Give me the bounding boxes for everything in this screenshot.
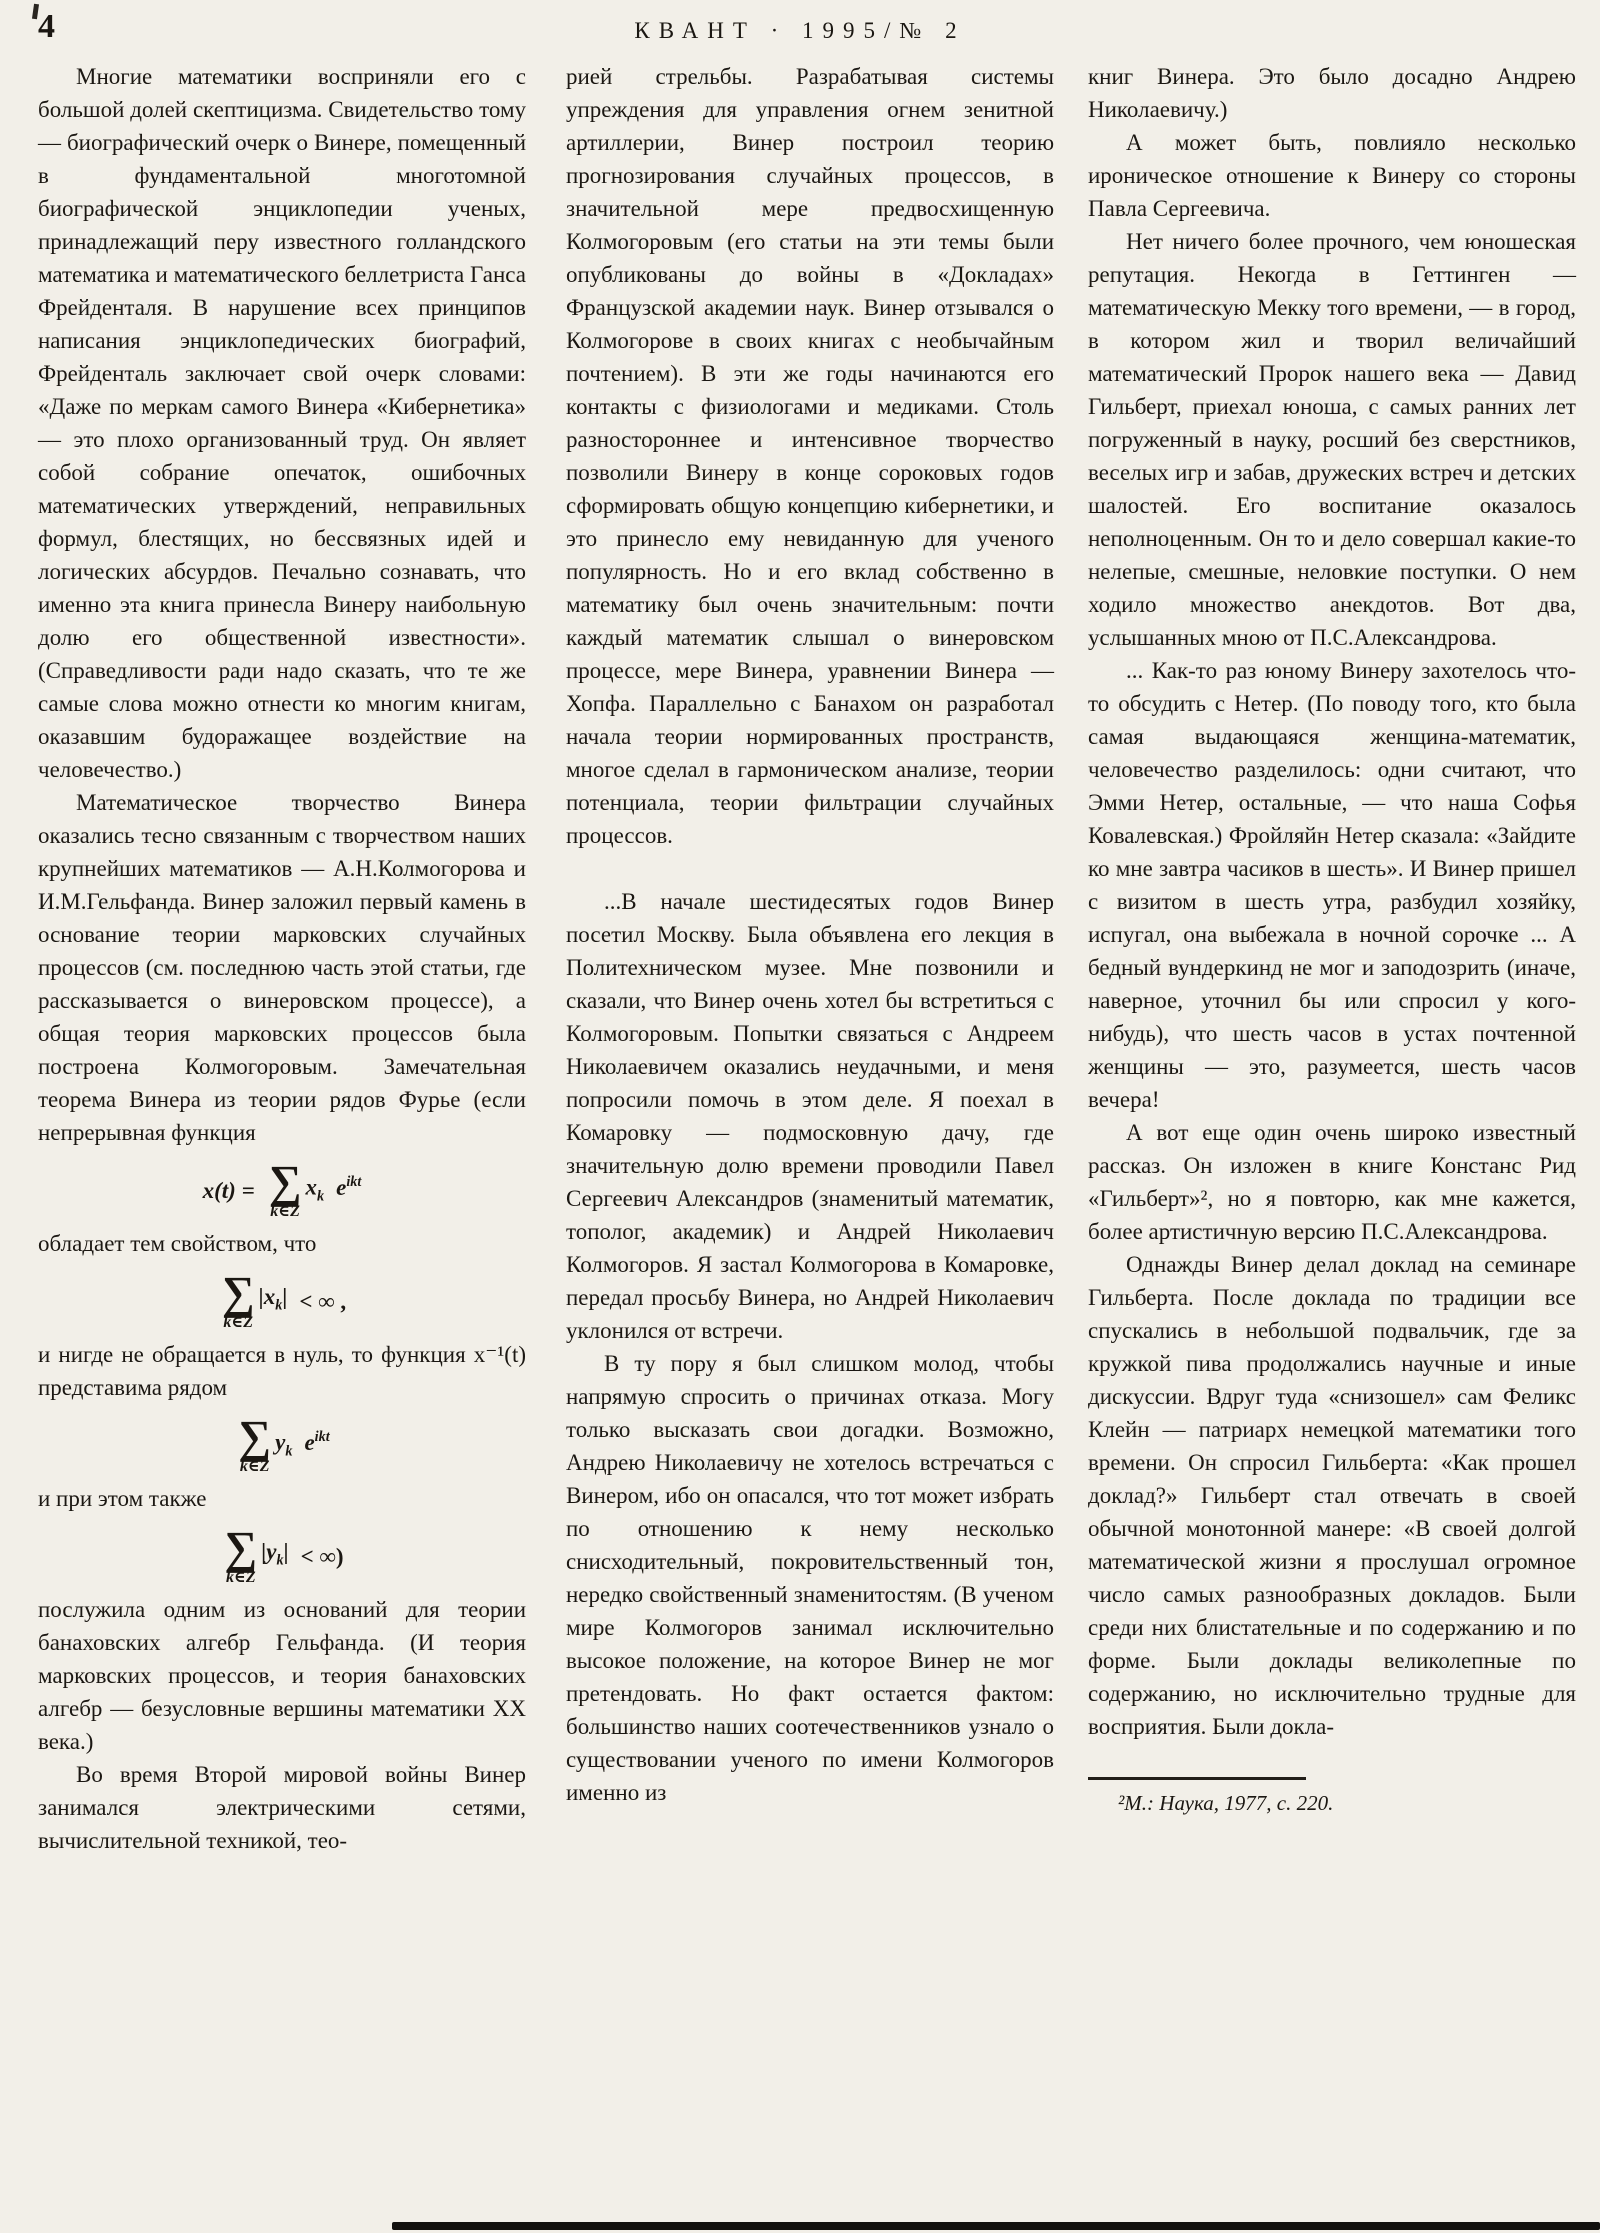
- column-left: [38, 60, 526, 1857]
- formula-term: $y_k$ $e^{ikt}$: [275, 1429, 330, 1460]
- paragraph: Однажды Винер делал доклад на семинаре Гильберта. После доклада по традиции все спускались в небольшой подвальчик, где за кружкой пива продолжались научные и иные дискуссии. Вдруг туда «снизошел» сам Феликс Клейн — патриарх немецкой математики того времени. Он спросил Гильберта: «Как прошел доклад?» Гильберт стал отвечать в своей обычной монотонной манере: «В своей долгой математической жизни я прослушал огромное число самых разнообразных докладов. Были среди них блистательные и по содержанию и по форме. Были доклады великолепные по содержанию, но исключительно трудные для восприятия. Были докла-: [1088, 1252, 1576, 1739]
- paragraph: В ту пору я был слишком молод, чтобы напрямую спросить о причинах отказа. Могу только высказать свои догадки. Возможно, Андрею Николаевичу не хотелось встречаться с Винером, ибо он опасался, что тот может избрать по отношению к нему несколько снисходительный, покровительственный тон, нередко свойственный знаменитостям. (В ученом мире Колмогоров занимал исключительно высокое положение, на которое Винер не мог претендовать. Но факт остается фактом: большинство наших соотечественников узнало о существовании ученого по имени Колмогоров именно из: [566, 1351, 1054, 1805]
- paragraph: ...В начале шестидесятых годов Винер посетил Москву. Была объявлена его лекция в Политехническом музее. Мне позвонили и сказали, что Винер очень хотел бы встретиться с Колмогоровым. Попытки связаться с Андреем Николаевичем оказались неудачными, и меня попросили помочь в этом деле. Я поехал в Комаровку — подмосковную дачу, где значительную долю времени проводили Павел Сергеевич Александров (знаменитый математик, тополог, академик) и Андрей Николаевич Колмогоров. Я застал Колмогорова в Комаровке, передал просьбу Винера, но Андрей Николаевич уклонился от встречи.: [566, 889, 1054, 1343]
- paragraph: А может быть, повлияло несколько ироническое отношение к Винеру со стороны Павла Сергеевича.: [1088, 130, 1576, 221]
- sum-limits: k∈Z: [225, 1569, 256, 1586]
- footnote: [1088, 1777, 1576, 1816]
- sum-limits: k∈Z: [223, 1314, 254, 1331]
- formula-term: $|y_k|$: [261, 1538, 289, 1569]
- paragraph: рией стрельбы. Разрабатывая системы упреждения для управления огнем зенитной артиллерии, Винер построил теорию прогнозирования случайных процессов, в значительной мере предвосхищенную Колмогоровым (его статьи на эти темы были опубликованы до войны в «Докладах» Французской академии наук. Винер отзывался о Колмогорове в своих книгах с необычайным почтением). В эти же годы начинаются его контакты с физиологами и медиками. Столь разностороннее и интенсивное творчество позволили Винеру в конце сороковых годов сформировать общую концепцию кибернетики, и это принесло ему невиданную для ученого популярность. Но и его вклад собственно в математику был очень значительным: почти каждый математик слышал о винеровском процессе, мере Винера, уравнении Винера — Хопфа. Параллельно с Банахом он разработал начала теории нормированных пространств, многое сделал в гармоническом анализе, теории потенциала, теории фильтрации случайных процессов.: [566, 64, 1054, 848]
- formula-abs-sum-x: [38, 1267, 526, 1331]
- formula-term: $|x_k|$: [258, 1283, 288, 1314]
- paragraph: А вот еще один очень широко известный рассказ. Он изложен в книге Констанс Рид «Гильберт»², но я повторю, как мне кажется, более артистичную версию П.С.Александрова.: [1088, 1120, 1576, 1244]
- sum-symbol: ∑ k∈Z: [238, 1411, 272, 1475]
- formula-series-y: [38, 1411, 526, 1475]
- paragraph: обладает тем свойством, что: [38, 1231, 317, 1256]
- formula-comparison: < ∞): [300, 1543, 344, 1569]
- formula-abs-sum-y: [38, 1522, 526, 1586]
- page-number: 4: [38, 8, 55, 45]
- footnote-text: ²М.: Наука, 1977, с. 220.: [1118, 1791, 1334, 1815]
- paragraph: и при этом также: [38, 1486, 207, 1511]
- paragraph: Многие математики восприняли его с большой долей скептицизма. Свидетельство тому — биографический очерк о Винере, помещенный в фундаментальной многотомной биографической энциклопедии ученых, принадлежащий перу известного голландского математика и математического беллетриста Ганса Фрейденталя. В нарушение всех принципов написания энциклопедических биографий, Фрейденталь заключает свой очерк словами: «Даже по меркам самого Винера «Кибернетика» — это плохо организованный труд. Он являет собой собрание опечаток, ошибочных математических утверждений, неправильных формул, блестящих, но бессвязных идей и логических абсурдов. Печально сознавать, что именно эта книга принесла Винеру наибольную долю его общественной известности». (Справедливости ради надо сказать, что те же самые слова можно отнести ко многим книгам, оказавшим будоражащее воздействие на человечество.): [38, 64, 526, 782]
- paragraph: книг Винера. Это было досадно Андрею Николаевичу.): [1088, 64, 1576, 122]
- paragraph: Нет ничего более прочного, чем юношеская репутация. Некогда в Геттинген — математическую Мекку того времени, — в город, в котором жил и творил величайший математический Пророк нашего века — Давид Гильберт, приехал юноша, с самых ранних лет погруженный в науку, росший без сверстников, веселых игр и забав, дружеских встреч и детских шалостей. Его воспитание оказалось неполноценным. Он то и дело совершал какие-то нелепые, смешные, неловкие поступки. О нем ходило множество анекдотов. Вот два, услышанных мною от П.С.Александрова.: [1088, 229, 1576, 650]
- paragraph: Во время Второй мировой войны Винер занимался электрическими сетями, вычислительной техникой, тео-: [38, 1762, 526, 1853]
- column-right: [1088, 60, 1576, 1816]
- footnote-rule: [1088, 1777, 1306, 1780]
- formula-term: $x_k$ $e^{ikt}$: [305, 1174, 362, 1205]
- sum-symbol: ∑ k∈Z: [268, 1156, 302, 1220]
- sum-symbol: ∑ k∈Z: [224, 1522, 258, 1586]
- formula-lhs: x(t) =: [202, 1177, 255, 1203]
- journal-header: КВАНТ · 1995/№ 2: [634, 18, 966, 43]
- formula-comparison: < ∞ ,: [299, 1288, 347, 1314]
- sum-limits: k∈Z: [239, 1458, 270, 1475]
- paragraph: и нигде не обращается в нуль, то функция x⁻¹(t) представима рядом: [38, 1342, 526, 1400]
- sum-symbol: ∑ k∈Z: [221, 1267, 255, 1331]
- sum-limits: k∈Z: [270, 1203, 300, 1220]
- formula-fourier-series: [38, 1156, 526, 1220]
- scan-edge-strip: [392, 2222, 1600, 2230]
- paragraph: ... Как-то раз юному Винеру захотелось что-то обсудить с Нетер. (По поводу того, кто была самая выдающаяся женщина-математик, человечество разделилось: одни считают, что Эмми Нетер, остальные, — что наша Софья Ковалевская.) Фройляйн Нетер сказала: «Зайдите ко мне завтра часиков в шесть». И Винер пришел с визитом в шесть утра, разбудил хозяйку, испугал, она выбежала в ночной сорочке ... А бедный вундеркинд не мог и заподозрить (иначе, наверное, уточнил бы или спросил у кого-нибудь), что шесть часов в устах почтенной женщины — это, разумеется, шесть часов вечера!: [1088, 658, 1576, 1112]
- paragraph: Математическое творчество Винера оказались тесно связанным с творчеством наших крупнейших математиков — А.Н.Колмогорова и И.М.Гельфанда. Винер заложил первый камень в основание теории марковских случайных процессов (см. последнюю часть этой статьи, где рассказывается о винеровском процессе), а общая теория марковских процессов была построена Колмогоровым. Замечательная теорема Винера из теории рядов Фурье (если непрерывная функция: [38, 790, 526, 1145]
- paragraph: послужила одним из оснований для теории банаховских алгебр Гельфанда. (И теория марковских процессов, и теория банаховских алгебр — безусловные вершины математики XX века.): [38, 1597, 526, 1754]
- column-middle: [566, 60, 1054, 1809]
